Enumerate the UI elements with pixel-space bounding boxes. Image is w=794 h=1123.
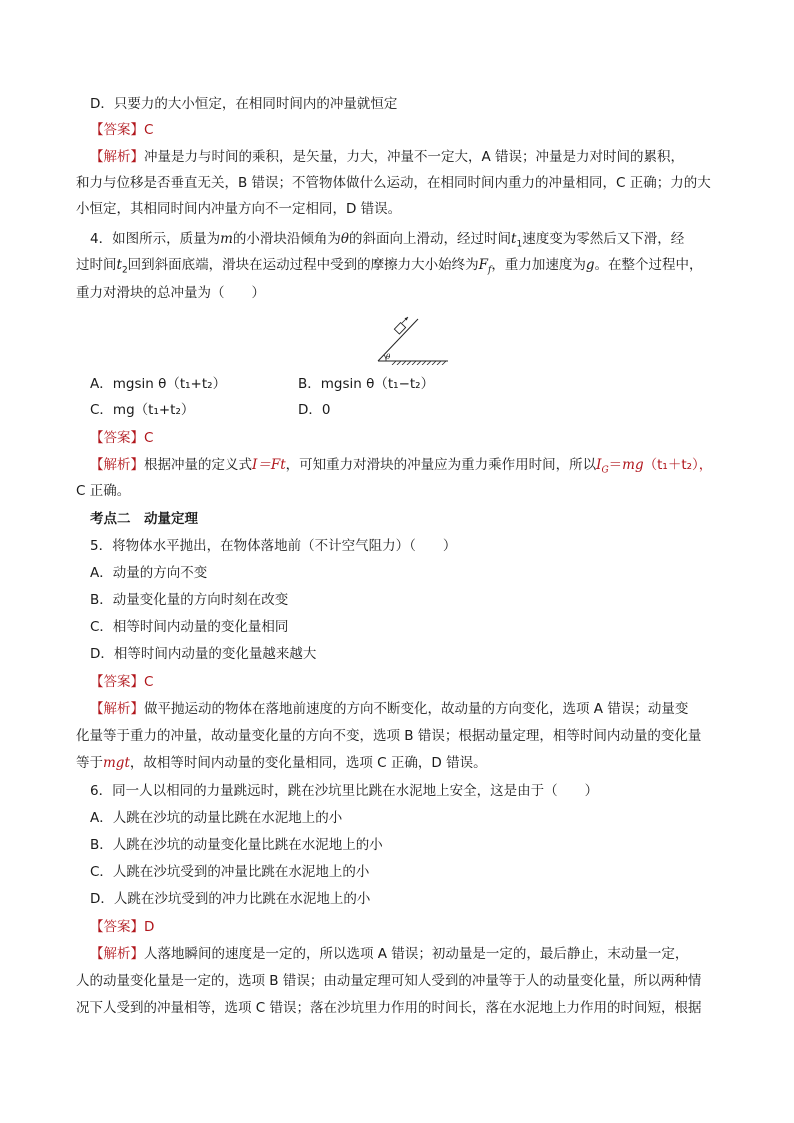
q6-explanation-line-3: 况下人受到的冲量相等，选项 C 错误；落在沙坑里力作用的时间长，落在水泥地上力作用的时间短，根据 xyxy=(76,1000,702,1016)
q6-explanation-line-2: 人的动量变化量是一定的，选项 B 错误；由动量定理可知人受到的冲量等于人的动量变化量，所以两种情 xyxy=(76,973,702,989)
q3-answer xyxy=(90,120,153,140)
q5-explanation-line-2: 化量等于重力的冲量，故动量变化量的方向不变，选项 B 错误；根据动量定理，相等时间内动量的变化量 xyxy=(76,728,702,744)
theta-label: θ xyxy=(386,353,391,361)
formula-sub: G xyxy=(601,465,609,476)
formula: I＝Ft xyxy=(252,457,286,473)
q4-explanation-line-1 xyxy=(90,455,712,481)
q3-explanation-line-2: 和力与位移是否垂直无关，B 错误；不管物体做什么运动，在相同时间内重力的冲量相同，C 正确；力的大 xyxy=(76,175,711,191)
q6-answer xyxy=(90,917,154,937)
q4-text: 速度变为零然后又下滑，经 xyxy=(522,231,685,247)
q4-var-m: m xyxy=(220,231,233,247)
formula: （t₁＋t₂）， xyxy=(643,457,713,473)
answer-value: D xyxy=(144,919,155,935)
answer-label: 【答案】 xyxy=(90,122,144,138)
q6-option-a: A．人跳在沙坑的动量比跳在水泥地上的小 xyxy=(90,810,343,826)
explanation-text: 人落地瞬间的速度是一定的，所以选项 A 错误；初动量是一定的，最后静止，末动量一定， xyxy=(144,946,689,962)
explanation-text: 冲量是力与时间的乘积，是矢量，力大，冲量不一定大，A 错误；冲量是力对时间的累积， xyxy=(144,149,685,165)
q5-explanation-line-3 xyxy=(76,753,487,773)
q5-stem: 5．将物体水平抛出，在物体落地前（不计空气阻力）（ ） xyxy=(90,538,457,554)
q3-explanation-line-3: 小恒定，其相同时间内冲量方向不一定相同，D 错误。 xyxy=(76,201,402,217)
q4-text: 过时间 xyxy=(76,257,117,273)
q5-option-b: B．动量变化量的方向时刻在改变 xyxy=(90,592,289,608)
q4-stem-line-1 xyxy=(90,229,684,255)
formula: I xyxy=(596,457,602,473)
explanation-label: 【解析】 xyxy=(90,149,144,165)
explanation-label: 【解析】 xyxy=(90,701,144,717)
answer-value: C xyxy=(144,430,154,446)
q4-var-g: g xyxy=(585,257,595,273)
q4-text: 4．如图所示，质量为 xyxy=(90,231,221,247)
explanation-text: 根据冲量的定义式 xyxy=(144,457,252,473)
explanation-text: 做平抛运动的物体在落地前速度的方向不断变化，故动量的方向变化，选项 A 错误；动量变 xyxy=(144,701,689,717)
q5-explanation-line-1 xyxy=(90,699,688,719)
q6-option-d: D．人跳在沙坑受到的冲力比跳在水泥地上的小 xyxy=(90,891,371,907)
q4-stem-line-2 xyxy=(76,255,703,281)
answer-value: C xyxy=(144,122,154,138)
q4-sub: f xyxy=(488,265,492,276)
q4-text: ，重力加速度为 xyxy=(491,257,586,273)
incline-figure xyxy=(370,315,460,365)
ground-hatch xyxy=(392,361,446,365)
q4-sub: 2 xyxy=(121,265,128,276)
answer-label: 【答案】 xyxy=(90,430,144,446)
q4-stem-line-3: 重力对滑块的总冲量为（ ） xyxy=(76,285,265,301)
q4-option-b: B．mgsin θ（t₁−t₂） xyxy=(298,376,435,392)
q5-option-c: C．相等时间内动量的变化量相同 xyxy=(90,619,289,635)
q5-answer xyxy=(90,672,153,692)
q4-text: 的斜面向上滑动，经过时间 xyxy=(349,231,512,247)
q4-var-theta: θ xyxy=(340,231,350,247)
q4-var-t1: t xyxy=(511,231,517,247)
q4-text: 。在整个过程中， xyxy=(594,257,703,273)
q4-answer xyxy=(90,428,153,448)
q4-option-c: C．mg（t₁+t₂） xyxy=(90,402,195,418)
q3-option-d: D．只要力的大小恒定，在相同时间内的冲量就恒定 xyxy=(90,96,398,112)
slider-block xyxy=(394,323,405,334)
explanation-text: ，故相等时间内动量的变化量相同，选项 C 正确，D 错误。 xyxy=(129,755,487,771)
q3-explanation-line-1 xyxy=(90,147,684,167)
q4-option-a: A．mgsin θ（t₁+t₂） xyxy=(90,376,227,392)
q4-text: 回到斜面底端，滑块在运动过程中受到的摩擦力大小始终为 xyxy=(127,257,479,273)
q6-option-c: C．人跳在沙坑受到的冲量比跳在水泥地上的小 xyxy=(90,864,370,880)
q4-explanation-line-2: C 正确。 xyxy=(76,483,131,499)
explanation-label: 【解析】 xyxy=(90,946,144,962)
q6-option-b: B．人跳在沙坑的动量变化量比跳在水泥地上的小 xyxy=(90,837,383,853)
q4-sub: 1 xyxy=(516,239,523,250)
q6-stem: 6．同一人以相同的力量跳远时，跳在沙坑里比跳在水泥地上安全，这是由于（ ） xyxy=(90,783,599,799)
formula: ＝ xyxy=(608,457,623,473)
q5-option-d: D．相等时间内动量的变化量越来越大 xyxy=(90,646,317,662)
q4-var-F: F xyxy=(478,257,489,273)
q4-var-t2: t xyxy=(116,257,122,273)
formula: mg xyxy=(622,457,644,473)
explanation-label: 【解析】 xyxy=(90,457,144,473)
explanation-text: ，可知重力对滑块的冲量应为重力乘作用时间，所以 xyxy=(285,457,597,473)
answer-value: C xyxy=(144,674,154,690)
q4-text: 的小滑块沿倾角为 xyxy=(232,231,341,247)
answer-label: 【答案】 xyxy=(90,919,144,935)
section-heading: 考点二 动量定理 xyxy=(90,511,198,527)
formula: mgt xyxy=(103,755,130,771)
answer-label: 【答案】 xyxy=(90,674,144,690)
q6-explanation-line-1 xyxy=(90,944,688,964)
explanation-text: 等于 xyxy=(76,755,103,771)
q5-option-a: A．动量的方向不变 xyxy=(90,565,208,581)
q4-option-d: D．0 xyxy=(298,402,331,418)
